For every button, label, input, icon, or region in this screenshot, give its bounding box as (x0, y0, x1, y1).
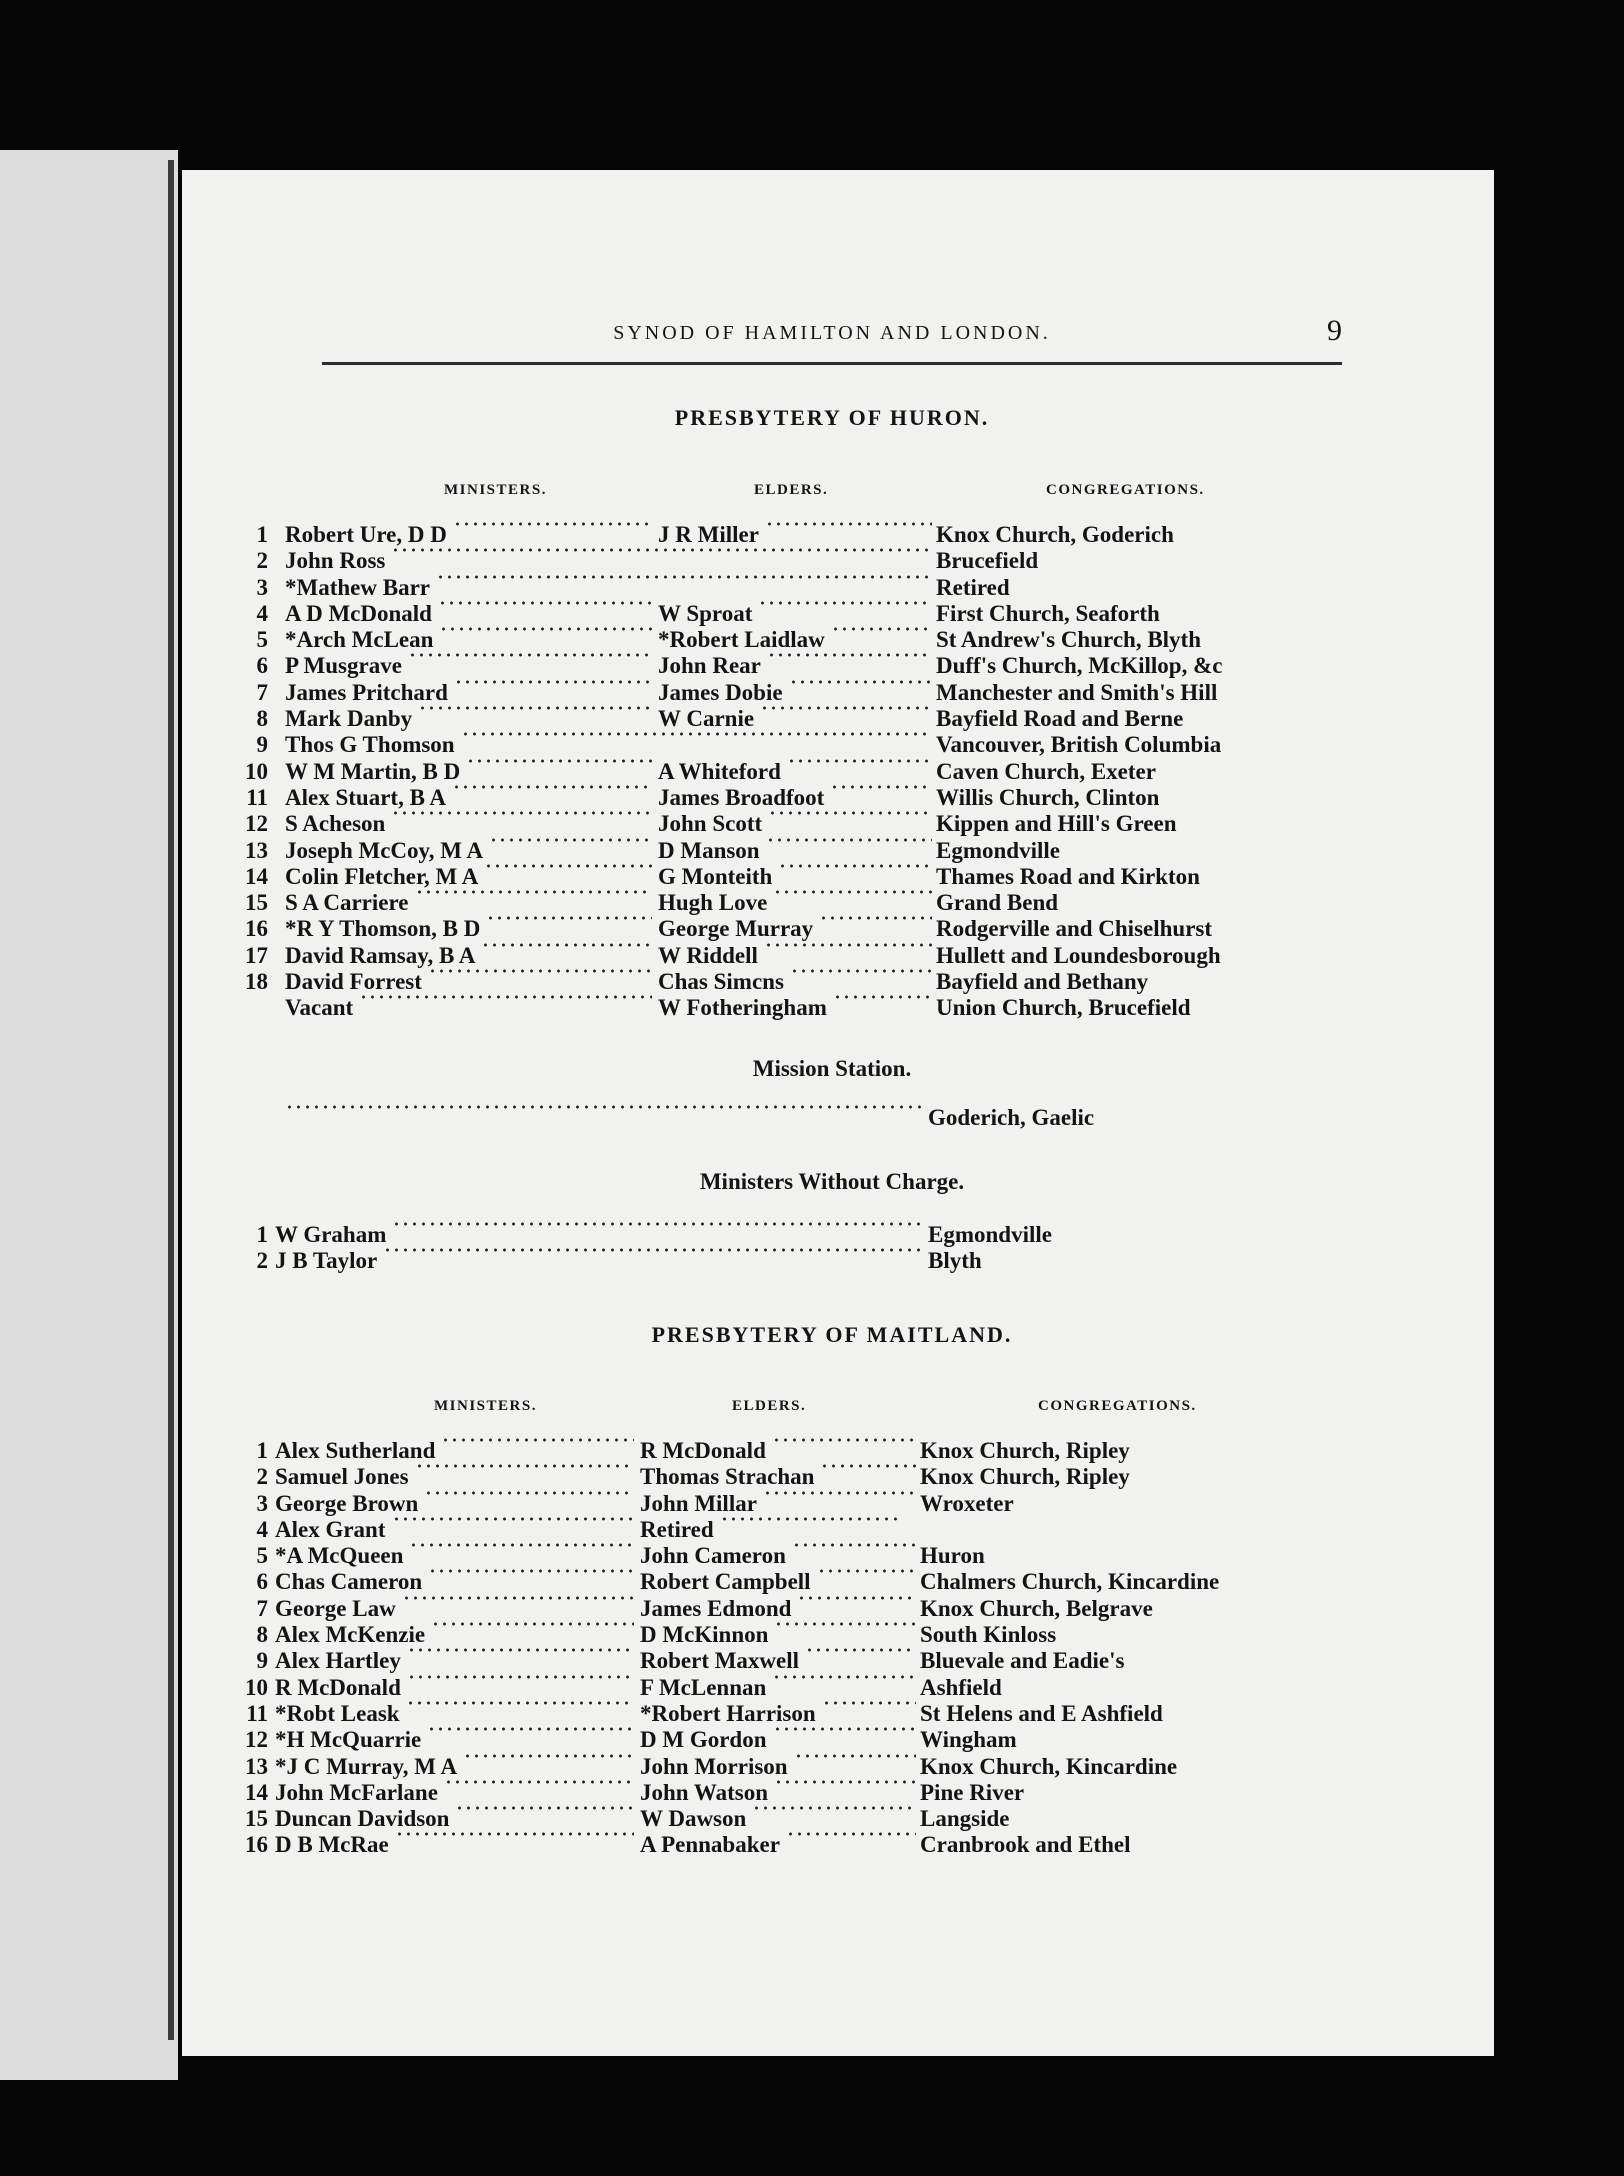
row-number: 15 (245, 890, 268, 916)
minister-name: R McDonald (275, 1674, 401, 1700)
minister-name: *Robt Leask (275, 1700, 400, 1726)
dot-leader (406, 1701, 634, 1705)
dot-leader (820, 1464, 916, 1468)
dot-leader (833, 995, 932, 999)
congregation-name: St Helens and E Ashfield (920, 1700, 1163, 1726)
minister-name: Colin Fletcher, M A (285, 863, 479, 889)
row-number: 5 (256, 1543, 268, 1569)
dot-leader (773, 1727, 917, 1731)
dot-leader (424, 1491, 634, 1495)
congregation-name: Thames Road and Kirkton (936, 863, 1200, 889)
dot-leader (486, 916, 652, 920)
minister-name: S Acheson (285, 811, 386, 837)
congregation-name: Willis Church, Clinton (936, 784, 1160, 810)
dot-leader (489, 838, 652, 842)
dot-leader (817, 1569, 916, 1573)
elder-name: *Robert Laidlaw (658, 627, 825, 653)
congregation-name: Huron (920, 1543, 985, 1569)
minister-name: S A Carriere (285, 890, 409, 916)
row-number: 3 (256, 1490, 268, 1516)
congregation-name: Langside (920, 1806, 1010, 1832)
row-number: 2 (256, 1248, 268, 1274)
maitland-col-elders: ELDERS. (732, 1398, 807, 1414)
page-header (322, 314, 1342, 365)
minister-name: *Mathew Barr (285, 574, 430, 600)
row-number: 17 (245, 942, 268, 968)
dot-leader (831, 627, 932, 631)
dot-leader (428, 1569, 634, 1573)
row-number: 2 (256, 548, 268, 574)
elder-name: W Fotheringham (658, 995, 827, 1021)
row-number: 3 (256, 574, 268, 600)
maitland-title: PRESBYTERY OF MAITLAND. (651, 1322, 1013, 1347)
congregation-name: Egmondville (936, 837, 1060, 863)
elder-name: Chas Simcns (658, 969, 784, 995)
dot-leader (760, 706, 932, 710)
dot-leader (797, 1596, 916, 1600)
elder-name: Hugh Love (658, 890, 768, 916)
dot-leader (461, 732, 932, 736)
congregation-name: Ashfield (920, 1674, 1002, 1700)
congregation-name: Knox Church, Ripley (920, 1438, 1130, 1463)
dot-leader (720, 1517, 900, 1521)
page-gutter (168, 160, 174, 2040)
dot-leader (819, 916, 932, 920)
dot-leader (407, 1648, 634, 1652)
running-head: SYNOD OF HAMILTON AND LONDON. (613, 322, 1051, 344)
dot-leader (439, 627, 652, 631)
congregation-name: Caven Church, Exeter (936, 758, 1156, 784)
minister-name: Duncan Davidson (275, 1806, 450, 1832)
congregation-name: Kippen and Hill's Green (936, 811, 1177, 837)
congregation-name: St Andrew's Church, Blyth (936, 627, 1201, 653)
dot-leader (444, 1780, 634, 1784)
dot-leader (758, 601, 932, 605)
minister-name: Robert Ure, D D (285, 522, 447, 547)
huron-col-ministers: MINISTERS. (444, 482, 547, 498)
minister-name: *J C Murray, M A (275, 1753, 458, 1779)
congregation-name: Bayfield Road and Berne (936, 706, 1184, 732)
elder-name: Robert Maxwell (640, 1648, 800, 1674)
elder-name: John Scott (658, 811, 763, 837)
dot-leader (402, 1596, 634, 1600)
huron-column-headers (322, 482, 1342, 506)
dot-leader (766, 838, 932, 842)
huron-col-congregations: CONGREGATIONS. (1046, 482, 1205, 498)
minister-name: Alex McKenzie (275, 1622, 426, 1648)
dot-leader (391, 548, 932, 552)
congregation-name: Hullett and Loundesborough (936, 942, 1221, 968)
dot-leader (415, 1464, 634, 1468)
dot-leader (774, 1780, 916, 1784)
minister-name: Samuel Jones (275, 1464, 409, 1490)
dot-leader (822, 1701, 916, 1705)
elder-name: *Robert Harrison (640, 1700, 816, 1726)
elder-name: F McLennan (640, 1674, 767, 1700)
dot-leader (830, 785, 932, 789)
dot-leader (407, 1675, 634, 1679)
dot-leader (789, 680, 932, 684)
dot-leader (436, 575, 932, 579)
congregation-name: Cranbrook and Ethel (920, 1832, 1131, 1858)
elder-name: A Pennabaker (640, 1832, 780, 1858)
row-number: 6 (256, 1569, 268, 1595)
congregation-name: Rodgerville and Chiselhurst (936, 916, 1213, 942)
minister-name: George Brown (275, 1490, 419, 1516)
row-number: 7 (256, 679, 268, 705)
minister-name: John McFarlane (275, 1779, 438, 1805)
congregation-name: Retired (936, 574, 1010, 600)
dot-leader (392, 1517, 634, 1521)
minister-name: Alex Sutherland (275, 1438, 436, 1463)
minister-name: *H McQuarrie (275, 1727, 422, 1753)
without-charge-title: Ministers Without Charge. (699, 1169, 965, 1194)
congregation-name: Knox Church, Goderich (936, 522, 1174, 547)
minister-name: D B McRae (275, 1832, 389, 1858)
elder-name: A Whiteford (658, 758, 781, 784)
dot-leader (392, 1222, 924, 1226)
dot-leader (441, 1438, 634, 1442)
elder-name: W Dawson (640, 1806, 747, 1832)
page-number: 9 (1327, 314, 1342, 347)
dot-leader (765, 522, 932, 526)
dot-leader (484, 864, 652, 868)
dot-leader (395, 1832, 634, 1836)
row-number: 4 (256, 600, 268, 626)
dot-leader (772, 1438, 916, 1442)
minister-name: W M Martin, B D (285, 758, 461, 784)
elder-name: John Morrison (640, 1753, 788, 1779)
congregation-name: Blyth (928, 1248, 982, 1274)
row-number: 1 (256, 522, 268, 547)
congregation-name: Wingham (920, 1727, 1017, 1753)
minister-name: *R Y Thomson, B D (285, 916, 481, 942)
elder-name: D M Gordon (640, 1727, 767, 1753)
elder-name: John Rear (658, 653, 761, 679)
minister-name: Alex Grant (275, 1516, 386, 1542)
book-page (182, 170, 1494, 2056)
elder-name: W Carnie (658, 706, 755, 732)
congregation-name: Duff's Church, McKillop, &c (936, 653, 1223, 679)
row-number: 7 (256, 1595, 268, 1621)
congregation-name: Vancouver, British Columbia (936, 732, 1222, 758)
congregation-name: Union Church, Brucefield (936, 995, 1191, 1021)
elder-name: George Murray (658, 916, 814, 942)
dot-leader (774, 1622, 916, 1626)
dot-leader (752, 1806, 916, 1810)
maitland-col-ministers: MINISTERS. (434, 1398, 537, 1414)
dot-leader (438, 601, 652, 605)
dot-leader (454, 680, 652, 684)
congregation-name: Bayfield and Bethany (936, 969, 1149, 995)
row-number: 2 (256, 1464, 268, 1490)
elder-name: R McDonald (640, 1438, 766, 1463)
elder-name: G Monteith (658, 863, 773, 889)
dot-leader (415, 890, 653, 894)
row-number: 18 (245, 969, 268, 995)
elder-name: John Millar (640, 1490, 757, 1516)
dot-leader (431, 1622, 634, 1626)
minister-name: A D McDonald (285, 600, 432, 626)
dot-leader (428, 969, 652, 973)
row-number: 1 (256, 1438, 268, 1463)
dot-leader (787, 759, 932, 763)
dot-leader (773, 890, 932, 894)
elder-name: W Riddell (658, 942, 758, 968)
elder-name: D McKinnon (640, 1622, 769, 1648)
dot-leader (772, 1675, 916, 1679)
congregation-name: Knox Church, Belgrave (920, 1595, 1153, 1621)
dot-leader (285, 1105, 924, 1109)
dot-leader (383, 1248, 924, 1252)
minister-name: P Musgrave (285, 653, 402, 679)
elder-name: J R Miller (658, 522, 759, 547)
row-number: 16 (245, 1832, 268, 1858)
congregation-name: Manchester and Smith's Hill (936, 679, 1218, 705)
row-number: 11 (246, 1700, 268, 1726)
maitland-col-congregations: CONGREGATIONS. (1038, 1398, 1197, 1414)
dot-leader (763, 1491, 916, 1495)
dot-leader (786, 1832, 916, 1836)
minister-name: David Ramsay, B A (285, 942, 476, 968)
dot-leader (418, 706, 652, 710)
minister-name: Joseph McCoy, M A (285, 837, 484, 863)
congregation-name: Brucefield (936, 548, 1039, 574)
congregation-name: Egmondville (928, 1222, 1052, 1247)
row-number: 12 (245, 811, 268, 837)
dot-leader (455, 1806, 634, 1810)
congregation-name: Bluevale and Eadie's (920, 1648, 1125, 1674)
row-number: 13 (245, 1753, 268, 1779)
minister-name: Thos G Thomson (285, 732, 455, 758)
dot-leader (408, 653, 652, 657)
dot-leader (466, 759, 652, 763)
elder-name: John Cameron (640, 1543, 786, 1569)
elder-name: John Watson (640, 1779, 769, 1805)
minister-name: George Law (275, 1595, 396, 1621)
elder-name: Retired (640, 1516, 714, 1542)
minister-name: *A McQueen (275, 1543, 404, 1569)
elder-name: James Broadfoot (658, 784, 825, 810)
dot-leader (481, 943, 652, 947)
row-number: 10 (245, 1674, 268, 1700)
huron-title: PRESBYTERY OF HURON. (674, 405, 990, 430)
row-number: 4 (256, 1516, 268, 1542)
row-number: 9 (256, 732, 268, 758)
dot-leader (359, 995, 652, 999)
facing-page (0, 150, 178, 2080)
dot-leader (463, 1754, 634, 1758)
minister-name: Alex Hartley (275, 1648, 401, 1674)
minister-name: J B Taylor (275, 1248, 378, 1274)
elder-name: James Edmond (640, 1595, 792, 1621)
row-number: 12 (245, 1727, 268, 1753)
row-number: 16 (245, 916, 268, 942)
maitland-column-headers (322, 1398, 1342, 1422)
dot-leader (453, 522, 652, 526)
row-number: 9 (256, 1648, 268, 1674)
row-number: 8 (256, 1622, 268, 1648)
congregation-name: Pine River (920, 1779, 1025, 1805)
congregation-name: Wroxeter (920, 1490, 1014, 1516)
mission-title: Mission Station. (752, 1056, 912, 1081)
dot-leader (764, 943, 932, 947)
dot-leader (794, 1754, 916, 1758)
elder-name: Robert Campbell (640, 1569, 811, 1595)
elder-name: James Dobie (658, 679, 783, 705)
minister-name: W Graham (275, 1222, 387, 1247)
dot-leader (790, 969, 932, 973)
minister-name: *Arch McLean (285, 627, 434, 653)
congregation-name: Knox Church, Kincardine (920, 1753, 1178, 1779)
row-number: 6 (256, 653, 268, 679)
dot-leader (792, 1543, 916, 1547)
congregation-name: Grand Bend (936, 890, 1059, 916)
minister-name: John Ross (285, 548, 386, 574)
minister-name: Alex Stuart, B A (285, 784, 446, 810)
row-number: 5 (256, 627, 268, 653)
minister-name: Vacant (285, 995, 354, 1021)
row-number: 10 (245, 758, 268, 784)
dot-leader (409, 1543, 634, 1547)
row-number: 1 (256, 1222, 268, 1247)
dot-leader (778, 864, 932, 868)
congregation-name: South Kinloss (920, 1622, 1057, 1648)
minister-name: Chas Cameron (275, 1569, 423, 1595)
congregation-name: First Church, Seaforth (936, 600, 1160, 626)
elder-name: Thomas Strachan (640, 1464, 815, 1490)
minister-name: James Pritchard (285, 679, 448, 705)
dot-leader (768, 811, 932, 815)
row-number: 14 (245, 863, 268, 889)
dot-leader (391, 811, 652, 815)
row-number: 14 (245, 1779, 268, 1805)
row-number: 11 (246, 784, 268, 810)
elder-name: W Sproat (658, 600, 753, 626)
row-number: 8 (256, 706, 268, 732)
row-number: 13 (245, 837, 268, 863)
minister-name: David Forrest (285, 969, 422, 995)
dot-leader (427, 1727, 634, 1731)
row-number: 15 (245, 1806, 268, 1832)
congregation-name: Chalmers Church, Kincardine (920, 1569, 1220, 1595)
congregation-name: Goderich, Gaelic (928, 1105, 1095, 1130)
dot-leader (805, 1648, 916, 1652)
huron-col-elders: ELDERS. (754, 482, 829, 498)
congregation-name: Knox Church, Ripley (920, 1464, 1130, 1490)
minister-name: Mark Danby (285, 706, 413, 732)
dot-leader (452, 785, 652, 789)
elder-name: D Manson (658, 837, 760, 863)
dot-leader (767, 653, 932, 657)
